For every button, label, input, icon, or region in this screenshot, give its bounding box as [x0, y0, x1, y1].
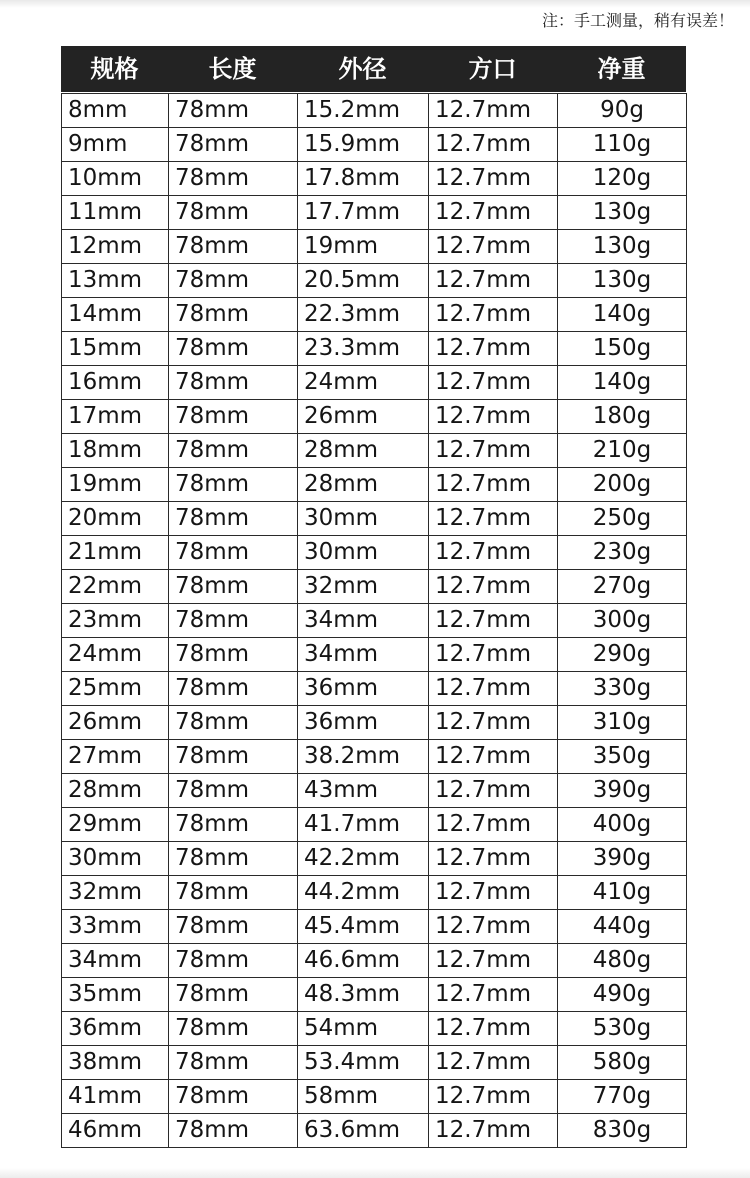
cell-outer-diameter: 17.8mm [298, 162, 429, 196]
cell-net-weight: 480g [558, 944, 687, 978]
cell-outer-diameter: 26mm [298, 400, 429, 434]
cell-length: 78mm [169, 298, 298, 332]
cell-spec: 13mm [62, 264, 169, 298]
cell-net-weight: 130g [558, 264, 687, 298]
cell-length: 78mm [169, 128, 298, 162]
cell-square-drive: 12.7mm [429, 706, 558, 740]
cell-net-weight: 770g [558, 1080, 687, 1114]
table-row [62, 468, 687, 502]
cell-square-drive: 12.7mm [429, 468, 558, 502]
table-row [62, 332, 687, 366]
cell-length: 78mm [169, 1046, 298, 1080]
table-header [61, 46, 686, 92]
top-shadow [0, 0, 750, 8]
table-row [62, 128, 687, 162]
cell-outer-diameter: 48.3mm [298, 978, 429, 1012]
cell-length: 78mm [169, 672, 298, 706]
cell-spec: 20mm [62, 502, 169, 536]
cell-net-weight: 410g [558, 876, 687, 910]
cell-outer-diameter: 34mm [298, 604, 429, 638]
cell-length: 78mm [169, 774, 298, 808]
table-body [62, 94, 687, 1148]
cell-square-drive: 12.7mm [429, 196, 558, 230]
cell-square-drive: 12.7mm [429, 672, 558, 706]
cell-square-drive: 12.7mm [429, 978, 558, 1012]
cell-spec: 16mm [62, 366, 169, 400]
cell-spec: 25mm [62, 672, 169, 706]
table-row [62, 570, 687, 604]
cell-square-drive: 12.7mm [429, 774, 558, 808]
table-row [62, 298, 687, 332]
cell-net-weight: 390g [558, 842, 687, 876]
table-row [62, 230, 687, 264]
cell-square-drive: 12.7mm [429, 910, 558, 944]
cell-net-weight: 140g [558, 366, 687, 400]
cell-outer-diameter: 58mm [298, 1080, 429, 1114]
cell-spec: 11mm [62, 196, 169, 230]
cell-outer-diameter: 28mm [298, 434, 429, 468]
cell-outer-diameter: 45.4mm [298, 910, 429, 944]
cell-net-weight: 270g [558, 570, 687, 604]
table-row [62, 1080, 687, 1114]
header-spec: 规格 [90, 55, 139, 83]
cell-square-drive: 12.7mm [429, 944, 558, 978]
cell-length: 78mm [169, 196, 298, 230]
cell-square-drive: 12.7mm [429, 230, 558, 264]
cell-spec: 41mm [62, 1080, 169, 1114]
header-square-drive: 方口 [468, 55, 517, 83]
cell-outer-diameter: 22.3mm [298, 298, 429, 332]
cell-spec: 28mm [62, 774, 169, 808]
cell-net-weight: 210g [558, 434, 687, 468]
cell-outer-diameter: 43mm [298, 774, 429, 808]
cell-outer-diameter: 17.7mm [298, 196, 429, 230]
cell-outer-diameter: 42.2mm [298, 842, 429, 876]
table-row [62, 842, 687, 876]
cell-spec: 22mm [62, 570, 169, 604]
cell-square-drive: 12.7mm [429, 1046, 558, 1080]
cell-net-weight: 130g [558, 196, 687, 230]
cell-square-drive: 12.7mm [429, 94, 558, 128]
cell-outer-diameter: 36mm [298, 672, 429, 706]
cell-net-weight: 400g [558, 808, 687, 842]
cell-square-drive: 12.7mm [429, 1080, 558, 1114]
cell-outer-diameter: 32mm [298, 570, 429, 604]
table-row [62, 944, 687, 978]
cell-net-weight: 250g [558, 502, 687, 536]
cell-square-drive: 12.7mm [429, 638, 558, 672]
cell-net-weight: 440g [558, 910, 687, 944]
cell-spec: 12mm [62, 230, 169, 264]
header-length: 长度 [208, 55, 257, 83]
cell-length: 78mm [169, 400, 298, 434]
table-row [62, 910, 687, 944]
cell-square-drive: 12.7mm [429, 128, 558, 162]
cell-length: 78mm [169, 842, 298, 876]
cell-net-weight: 330g [558, 672, 687, 706]
cell-outer-diameter: 28mm [298, 468, 429, 502]
cell-length: 78mm [169, 1012, 298, 1046]
cell-net-weight: 300g [558, 604, 687, 638]
cell-square-drive: 12.7mm [429, 502, 558, 536]
cell-outer-diameter: 54mm [298, 1012, 429, 1046]
cell-net-weight: 180g [558, 400, 687, 434]
cell-net-weight: 200g [558, 468, 687, 502]
table-row [62, 1046, 687, 1080]
cell-outer-diameter: 15.2mm [298, 94, 429, 128]
cell-outer-diameter: 63.6mm [298, 1114, 429, 1148]
cell-spec: 46mm [62, 1114, 169, 1148]
cell-spec: 27mm [62, 740, 169, 774]
cell-net-weight: 140g [558, 298, 687, 332]
header-net-weight: 净重 [597, 55, 646, 83]
cell-spec: 17mm [62, 400, 169, 434]
cell-square-drive: 12.7mm [429, 536, 558, 570]
cell-square-drive: 12.7mm [429, 298, 558, 332]
cell-square-drive: 12.7mm [429, 876, 558, 910]
cell-length: 78mm [169, 808, 298, 842]
cell-square-drive: 12.7mm [429, 842, 558, 876]
cell-net-weight: 290g [558, 638, 687, 672]
cell-length: 78mm [169, 434, 298, 468]
cell-outer-diameter: 41.7mm [298, 808, 429, 842]
cell-net-weight: 120g [558, 162, 687, 196]
cell-net-weight: 490g [558, 978, 687, 1012]
cell-net-weight: 110g [558, 128, 687, 162]
cell-length: 78mm [169, 1080, 298, 1114]
table-row [62, 808, 687, 842]
cell-outer-diameter: 38.2mm [298, 740, 429, 774]
cell-spec: 23mm [62, 604, 169, 638]
cell-length: 78mm [169, 876, 298, 910]
cell-outer-diameter: 30mm [298, 502, 429, 536]
cell-spec: 10mm [62, 162, 169, 196]
table-row [62, 94, 687, 128]
table-row [62, 264, 687, 298]
cell-outer-diameter: 46.6mm [298, 944, 429, 978]
cell-square-drive: 12.7mm [429, 808, 558, 842]
cell-spec: 18mm [62, 434, 169, 468]
cell-length: 78mm [169, 332, 298, 366]
cell-length: 78mm [169, 638, 298, 672]
cell-spec: 24mm [62, 638, 169, 672]
cell-square-drive: 12.7mm [429, 434, 558, 468]
cell-spec: 21mm [62, 536, 169, 570]
table-row [62, 1114, 687, 1148]
cell-square-drive: 12.7mm [429, 1114, 558, 1148]
cell-spec: 35mm [62, 978, 169, 1012]
cell-spec: 30mm [62, 842, 169, 876]
table-row [62, 706, 687, 740]
spec-table [61, 93, 687, 1148]
bottom-shadow [0, 1168, 750, 1178]
cell-length: 78mm [169, 740, 298, 774]
cell-length: 78mm [169, 1114, 298, 1148]
table-row [62, 978, 687, 1012]
cell-square-drive: 12.7mm [429, 570, 558, 604]
table-row [62, 400, 687, 434]
cell-square-drive: 12.7mm [429, 740, 558, 774]
cell-spec: 29mm [62, 808, 169, 842]
cell-spec: 15mm [62, 332, 169, 366]
cell-length: 78mm [169, 706, 298, 740]
cell-length: 78mm [169, 536, 298, 570]
cell-outer-diameter: 20.5mm [298, 264, 429, 298]
cell-length: 78mm [169, 502, 298, 536]
table-row [62, 1012, 687, 1046]
cell-length: 78mm [169, 944, 298, 978]
cell-square-drive: 12.7mm [429, 1012, 558, 1046]
cell-length: 78mm [169, 94, 298, 128]
cell-square-drive: 12.7mm [429, 400, 558, 434]
cell-net-weight: 230g [558, 536, 687, 570]
cell-length: 78mm [169, 230, 298, 264]
cell-net-weight: 390g [558, 774, 687, 808]
table-row [62, 672, 687, 706]
table-row [62, 162, 687, 196]
cell-outer-diameter: 23.3mm [298, 332, 429, 366]
cell-outer-diameter: 19mm [298, 230, 429, 264]
table-row [62, 876, 687, 910]
cell-square-drive: 12.7mm [429, 264, 558, 298]
cell-net-weight: 150g [558, 332, 687, 366]
cell-square-drive: 12.7mm [429, 604, 558, 638]
cell-net-weight: 130g [558, 230, 687, 264]
measurement-note: 注：手工测量，稍有误差！ [541, 11, 734, 30]
cell-outer-diameter: 24mm [298, 366, 429, 400]
cell-spec: 34mm [62, 944, 169, 978]
cell-length: 78mm [169, 468, 298, 502]
cell-spec: 8mm [62, 94, 169, 128]
table-row [62, 638, 687, 672]
cell-length: 78mm [169, 604, 298, 638]
cell-net-weight: 530g [558, 1012, 687, 1046]
cell-net-weight: 310g [558, 706, 687, 740]
cell-square-drive: 12.7mm [429, 162, 558, 196]
cell-length: 78mm [169, 264, 298, 298]
cell-square-drive: 12.7mm [429, 332, 558, 366]
cell-outer-diameter: 36mm [298, 706, 429, 740]
cell-spec: 14mm [62, 298, 169, 332]
cell-outer-diameter: 34mm [298, 638, 429, 672]
table-row [62, 740, 687, 774]
cell-net-weight: 350g [558, 740, 687, 774]
table-row [62, 536, 687, 570]
cell-length: 78mm [169, 162, 298, 196]
cell-net-weight: 90g [558, 94, 687, 128]
cell-outer-diameter: 30mm [298, 536, 429, 570]
table-row [62, 366, 687, 400]
cell-net-weight: 830g [558, 1114, 687, 1148]
cell-net-weight: 580g [558, 1046, 687, 1080]
table-row [62, 196, 687, 230]
table-row [62, 774, 687, 808]
cell-length: 78mm [169, 366, 298, 400]
table-row [62, 604, 687, 638]
header-outer-diameter: 外径 [338, 55, 387, 83]
cell-spec: 36mm [62, 1012, 169, 1046]
cell-length: 78mm [169, 978, 298, 1012]
cell-spec: 32mm [62, 876, 169, 910]
cell-spec: 38mm [62, 1046, 169, 1080]
cell-length: 78mm [169, 910, 298, 944]
cell-spec: 9mm [62, 128, 169, 162]
table-row [62, 502, 687, 536]
cell-outer-diameter: 53.4mm [298, 1046, 429, 1080]
cell-spec: 26mm [62, 706, 169, 740]
cell-outer-diameter: 44.2mm [298, 876, 429, 910]
cell-spec: 33mm [62, 910, 169, 944]
cell-square-drive: 12.7mm [429, 366, 558, 400]
cell-outer-diameter: 15.9mm [298, 128, 429, 162]
cell-length: 78mm [169, 570, 298, 604]
cell-spec: 19mm [62, 468, 169, 502]
table-row [62, 434, 687, 468]
